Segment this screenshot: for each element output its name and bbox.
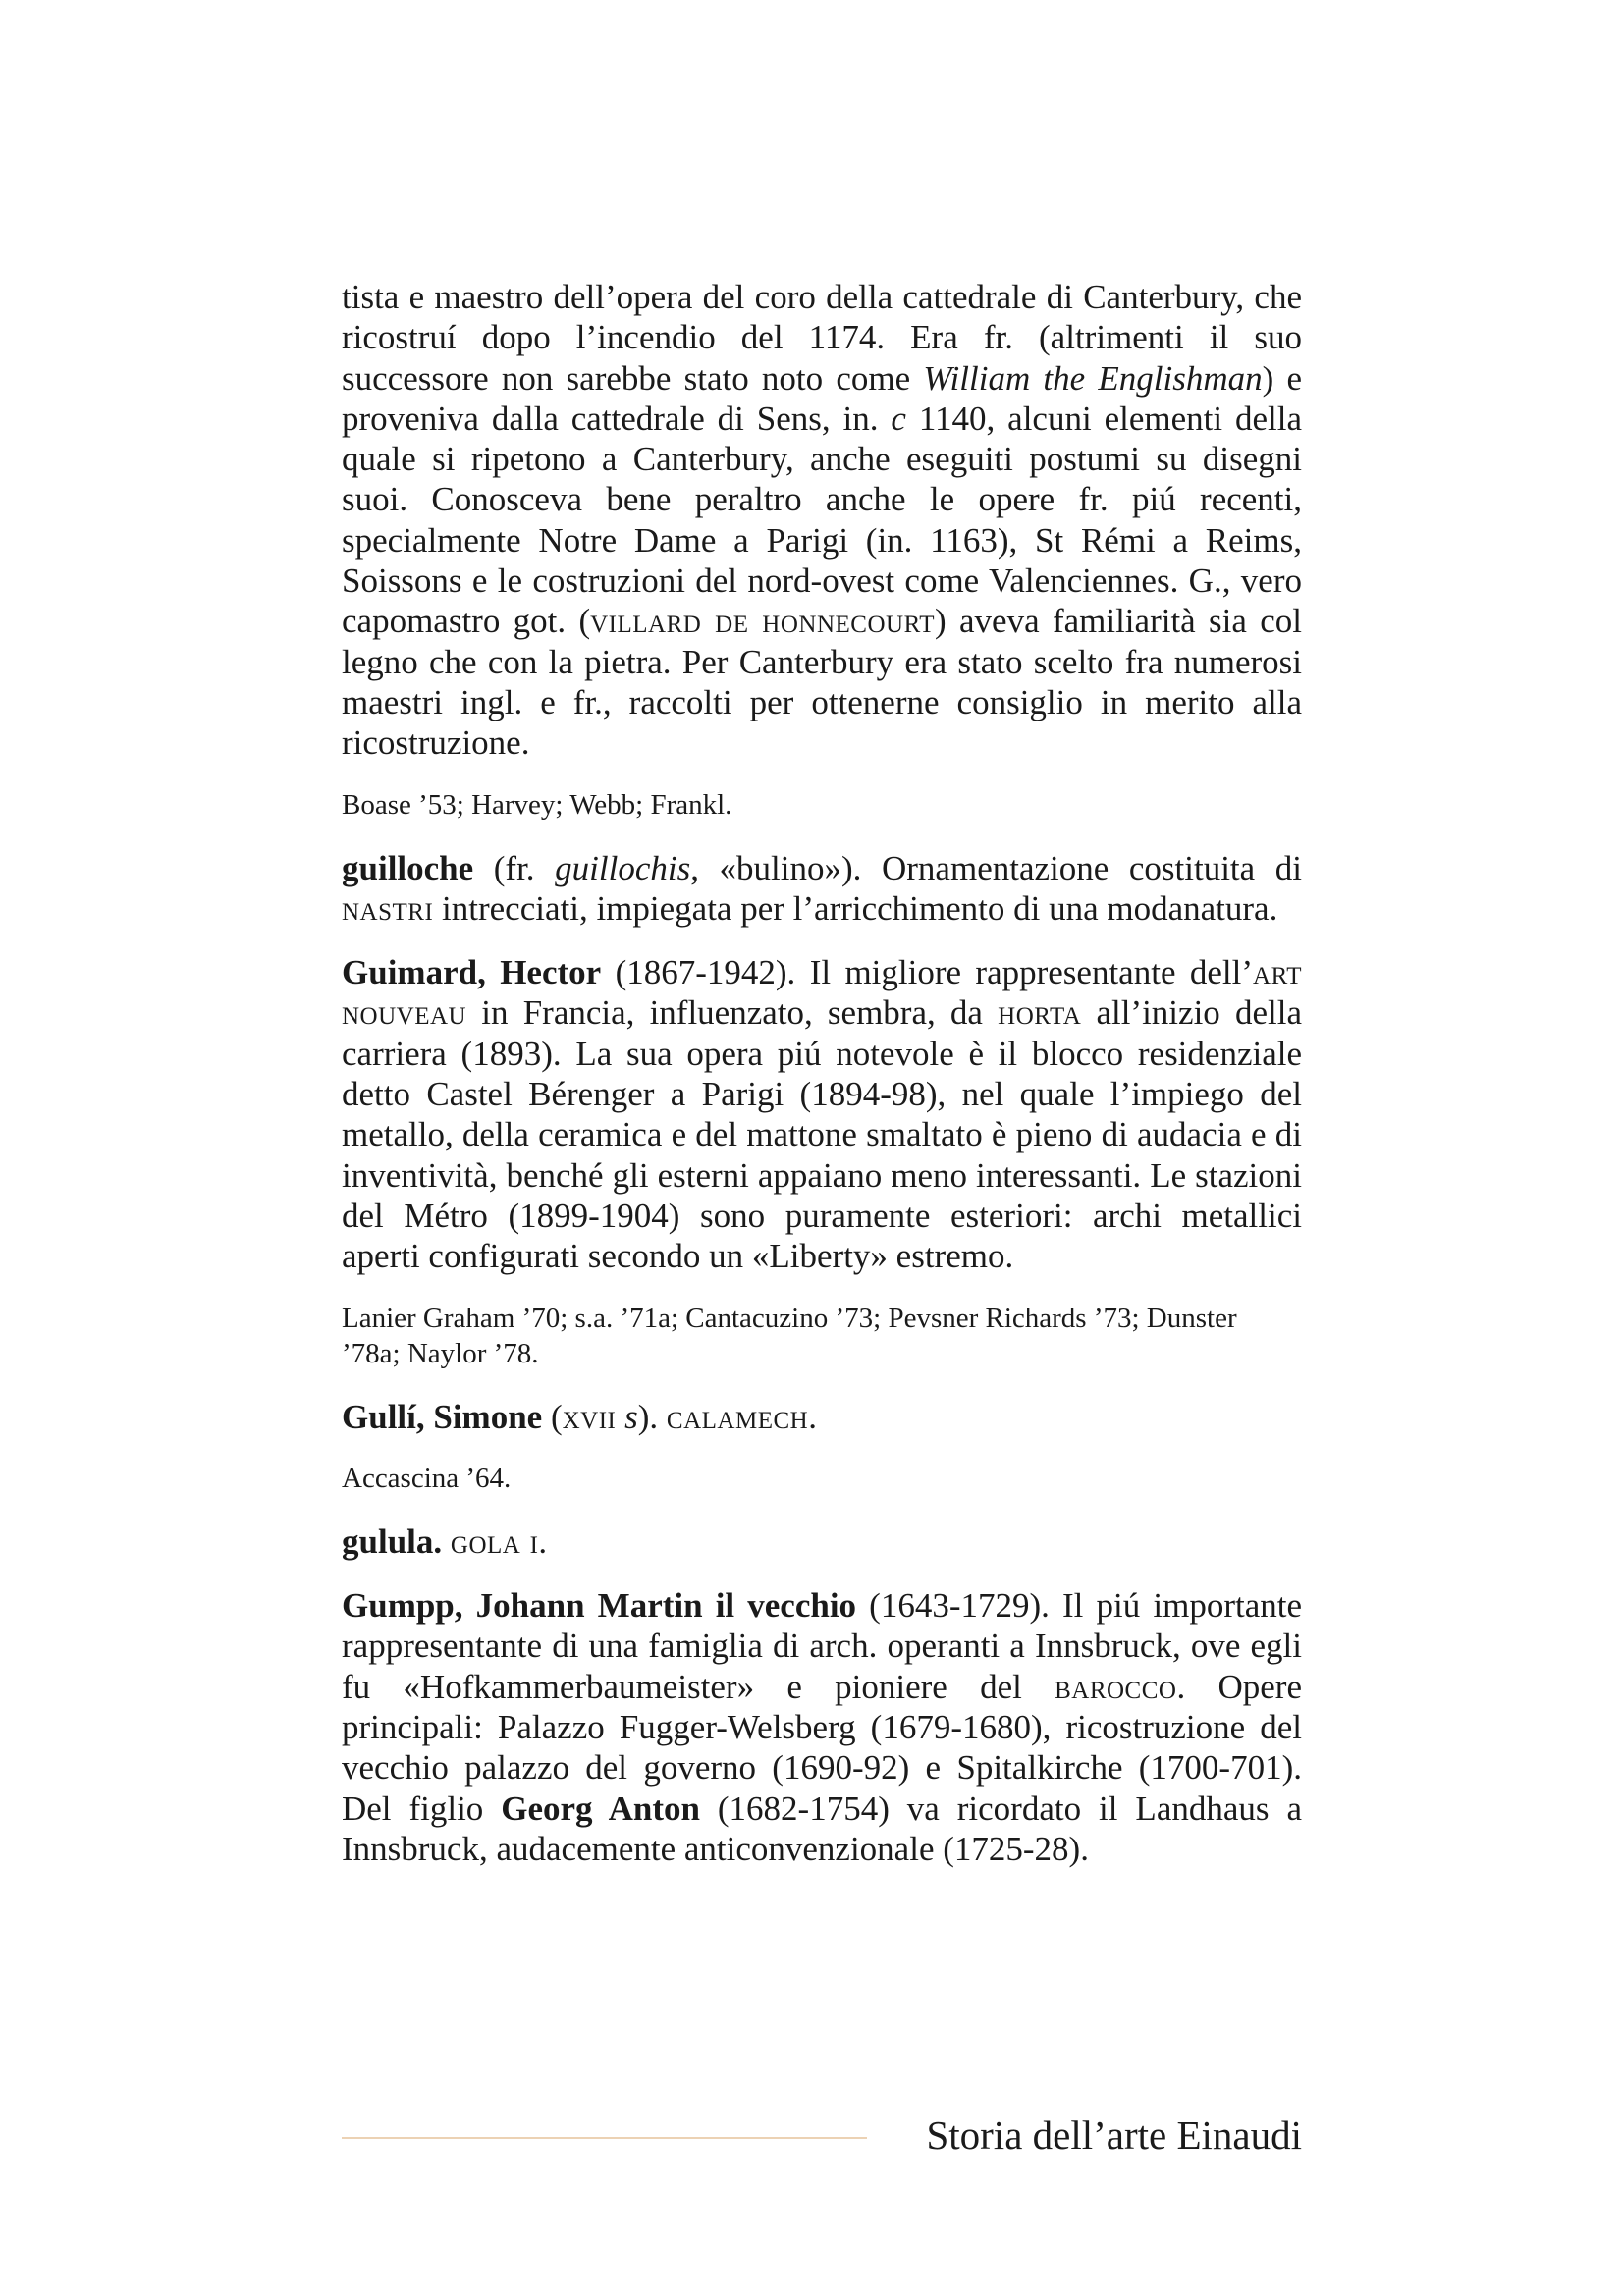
publisher-name: Storia dell’arte Einaudi bbox=[926, 2112, 1302, 2158]
entry-text: all’inizio della carriera (1893). La sua opera piú notevole è il blocco residenziale detto Castel Bérenger a Parigi (1894-98), nel quale l’impiego del metallo, della ceramica e del mattone smaltato è pieno di audacia e di inventività, benché gli esterni appaiano meno interessanti. Le stazioni del Métro (1899-1904) sono puramente esteriori: archi metallici aperti configurati secondo un «Liberty» estremo. bbox=[342, 993, 1302, 1276]
entry-text: intrecciati, impiegata per l’arricchimento di una modanatura. bbox=[433, 888, 1278, 928]
cross-reference: horta bbox=[998, 993, 1082, 1033]
cross-reference: calamech bbox=[666, 1397, 809, 1436]
entry-text: tista e maestro dell’opera del coro della cattedrale di Canterbury, che ricostruí dopo l’incendio del 1174. Era fr. (altrimenti il suo successore non sarebbe stato noto come bbox=[342, 278, 1302, 398]
headword: gulula. bbox=[342, 1522, 443, 1561]
entry-guimard bbox=[342, 952, 1302, 1276]
italic-text: c bbox=[891, 399, 906, 438]
entry-guilloche bbox=[342, 848, 1302, 930]
entry-text: 1140, alcuni elementi della quale si ripetono a Canterbury, anche eseguiti postumi su disegni suoi. Conosceva bene peraltro anche le opere fr. piú recenti, specialmente Notre Dame a Parigi (in. 1163), St Rémi a Reims, Soissons e le costruzioni del nord-ovest come Valenciennes. G., vero capomastro got. ( bbox=[342, 399, 1302, 641]
entry-gulli bbox=[342, 1397, 1302, 1437]
headword: guilloche bbox=[342, 848, 474, 887]
page-body bbox=[342, 277, 1302, 1893]
entry-text: (1682-1754) va ricordato il Landhaus a Innsbruck, audacemente anticonvenzionale (1725-28). bbox=[342, 1789, 1302, 1868]
cross-reference: art nouveau bbox=[342, 953, 1303, 1033]
headword: Georg Anton bbox=[501, 1789, 700, 1828]
entry-gulula bbox=[342, 1522, 1302, 1562]
entry-text: ( bbox=[542, 1397, 563, 1436]
cross-reference: nastri bbox=[342, 888, 434, 928]
entry-text: . bbox=[808, 1397, 817, 1436]
headword: Gumpp, Johann Martin il vecchio bbox=[342, 1586, 857, 1626]
bibliography-guimard: Lanier Graham ’70; s.a. ’71a; Cantacuzino ’73; Pevsner Richards ’73; Dunster ’78a; Naylor ’78. bbox=[342, 1302, 1237, 1369]
cross-reference: gola i bbox=[450, 1522, 539, 1561]
entry-text: (1867-1942). Il migliore rappresentante dell’ bbox=[601, 953, 1254, 992]
italic-text: s bbox=[624, 1397, 638, 1436]
entry-text: . bbox=[538, 1522, 548, 1561]
entry-text bbox=[616, 1398, 624, 1436]
page-footer bbox=[342, 2110, 1302, 2160]
entry-text: ) e proveniva dalla cattedrale di Sens, in. bbox=[342, 358, 1302, 438]
entry-text: ) aveva familiarità sia col legno che con la pietra. Per Canterbury era stato scelto fra numerosi maestri ingl. e fr., raccolti per ottenerne consiglio in merito alla ricostruzione. bbox=[342, 602, 1302, 763]
italic-text: guillochis bbox=[555, 848, 691, 887]
bibliography-gulli: Accascina ’64. bbox=[342, 1462, 512, 1494]
entry-text bbox=[442, 1522, 451, 1561]
italic-text: William the Englishman bbox=[923, 358, 1263, 398]
entry-text: , «bulino»). Ornamentazione costituita di bbox=[690, 848, 1302, 887]
entry-text: (fr. bbox=[473, 848, 556, 887]
cross-reference: barocco bbox=[1055, 1667, 1177, 1706]
entry-gumpp bbox=[342, 1585, 1302, 1869]
entry-text: . Opere principali: Palazzo Fugger-Welsberg (1679-1680), ricostruzione del vecchio palazzo del governo (1690-92) e Spitalkirche (1700-701). Del figlio bbox=[342, 1667, 1302, 1828]
entry-gervase bbox=[342, 277, 1302, 764]
headword: Gullí, Simone bbox=[342, 1397, 543, 1436]
entry-text: (1643-1729). Il piú importante rappresentante di una famiglia di arch. operanti a Innsbruck, ove egli fu «Hofkammerbaumeister» e pioniere del bbox=[342, 1586, 1302, 1706]
cross-reference: xvii bbox=[562, 1397, 617, 1436]
entry-text: ). bbox=[637, 1397, 667, 1436]
entry-text: in Francia, influenzato, sembra, da bbox=[466, 993, 999, 1033]
footer-rule bbox=[342, 2137, 867, 2139]
headword: Guimard, Hector bbox=[342, 953, 602, 992]
cross-reference: villard de honnecourt bbox=[590, 602, 936, 641]
bibliography-gervase: Boase ’53; Harvey; Webb; Frankl. bbox=[342, 788, 732, 821]
